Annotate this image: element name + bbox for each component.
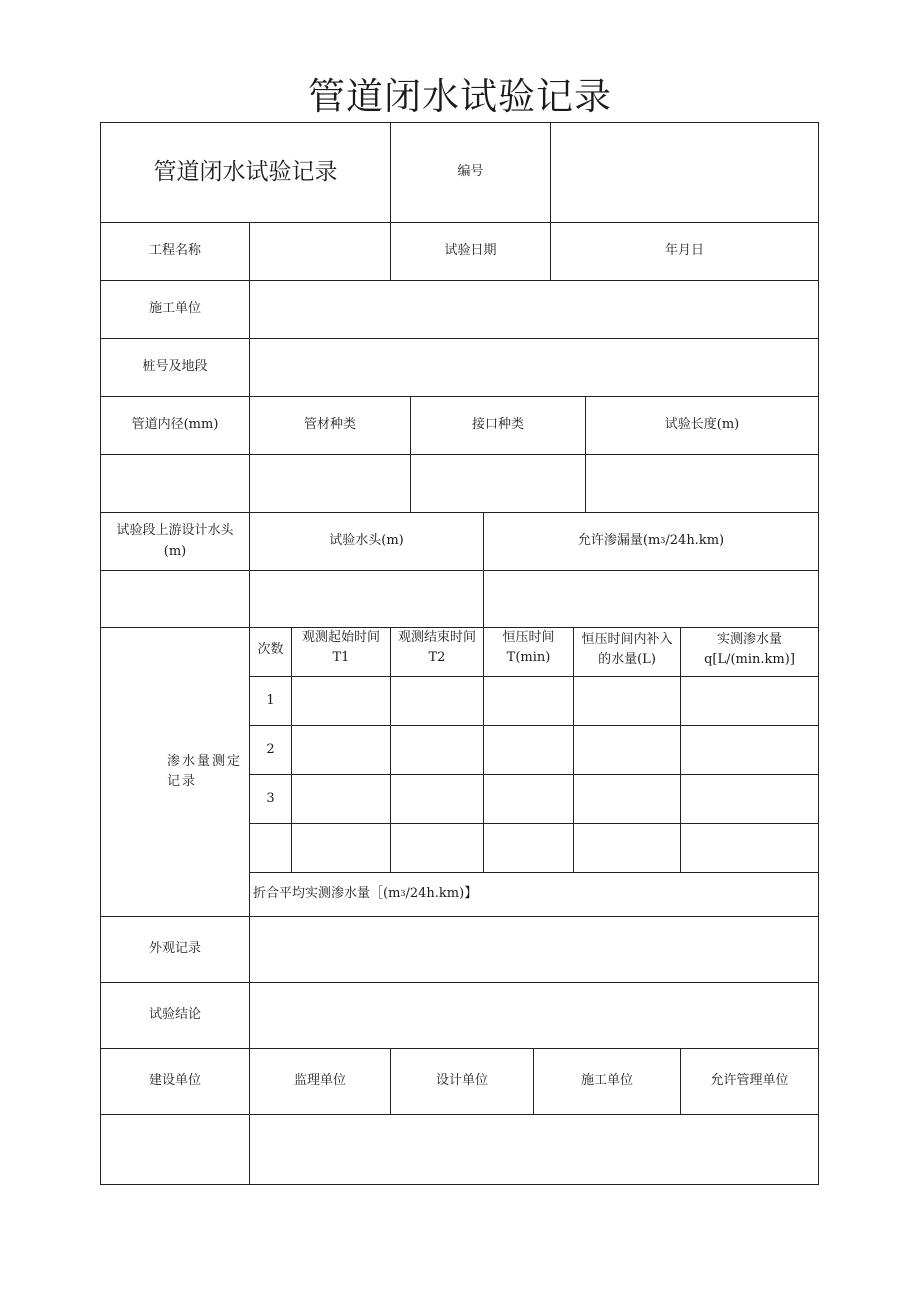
form-title: 管道闭水试验记录 bbox=[100, 122, 391, 223]
count-header: 次数 bbox=[249, 627, 292, 677]
page-title: 管道闭水试验记录 bbox=[308, 75, 612, 118]
station-label: 桩号及地段 bbox=[100, 338, 250, 397]
allowable-leakage-header bbox=[483, 512, 819, 571]
number-field[interactable] bbox=[550, 122, 819, 223]
seepage-row-1-q[interactable] bbox=[680, 676, 819, 726]
seepage-row-2-t1[interactable] bbox=[291, 725, 391, 775]
seepage-row-1-t2[interactable] bbox=[390, 676, 484, 726]
conclusion-label: 试验结论 bbox=[100, 982, 250, 1049]
seepage-row-1-t1[interactable] bbox=[291, 676, 391, 726]
design-unit-label: 设计单位 bbox=[390, 1048, 534, 1115]
seepage-row-4-t2[interactable] bbox=[390, 823, 484, 873]
number-label: 编号 bbox=[390, 122, 551, 223]
seepage-row-3-count: 3 bbox=[249, 774, 292, 824]
seepage-row-3-q[interactable] bbox=[680, 774, 819, 824]
joint-type-header: 接口种类 bbox=[410, 396, 586, 455]
seepage-row-1-count: 1 bbox=[249, 676, 292, 726]
project-name-label: 工程名称 bbox=[100, 222, 250, 281]
seepage-row-3-t[interactable] bbox=[483, 774, 574, 824]
seepage-row-4-t1[interactable] bbox=[291, 823, 391, 873]
seepage-row-3-water[interactable] bbox=[573, 774, 681, 824]
test-date-label: 试验日期 bbox=[390, 222, 551, 281]
seepage-label-text: 渗水量测定记录 bbox=[167, 753, 243, 789]
seepage-row-2-water[interactable] bbox=[573, 725, 681, 775]
contractor-field[interactable] bbox=[249, 280, 819, 339]
seepage-row-4-q[interactable] bbox=[680, 823, 819, 873]
design-head-header: 试验段上游设计水头(m) bbox=[100, 512, 250, 571]
design-head-field[interactable] bbox=[100, 570, 250, 628]
seepage-row-1-water[interactable] bbox=[573, 676, 681, 726]
pipe-material-header: 管材种类 bbox=[249, 396, 411, 455]
test-length-header: 试验长度(m) bbox=[585, 396, 819, 455]
station-field[interactable] bbox=[249, 338, 819, 397]
construction-unit-label: 施工单位 bbox=[533, 1048, 681, 1115]
conclusion-field[interactable] bbox=[249, 982, 819, 1049]
test-length-field[interactable] bbox=[585, 454, 819, 513]
seepage-row-2-t[interactable] bbox=[483, 725, 574, 775]
seepage-row-2-q[interactable] bbox=[680, 725, 819, 775]
appearance-label: 外观记录 bbox=[100, 916, 250, 983]
test-record-form bbox=[100, 122, 819, 1185]
joint-type-field[interactable] bbox=[410, 454, 586, 513]
pipe-diameter-header: 管道内径(mm) bbox=[100, 396, 250, 455]
owner-unit-label: 建设单位 bbox=[100, 1048, 250, 1115]
signature-cell-right[interactable] bbox=[249, 1114, 819, 1185]
seepage-row-4-water[interactable] bbox=[573, 823, 681, 873]
contractor-label: 施工单位 bbox=[100, 280, 250, 339]
seepage-section-label bbox=[100, 627, 250, 917]
seepage-row-3-t1[interactable] bbox=[291, 774, 391, 824]
project-name-field[interactable] bbox=[249, 222, 391, 281]
average-seepage-row[interactable] bbox=[249, 872, 819, 917]
seepage-row-4-t[interactable] bbox=[483, 823, 574, 873]
average-seepage-text: 折合平均实测渗水量［(m bbox=[253, 886, 401, 902]
appearance-field[interactable] bbox=[249, 916, 819, 983]
seepage-row-4-count bbox=[249, 823, 292, 873]
seepage-row-3-t2[interactable] bbox=[390, 774, 484, 824]
start-time-header: 观测起始时间T1 bbox=[291, 627, 391, 677]
signature-cell-left[interactable] bbox=[100, 1114, 250, 1185]
end-time-header: 观测结束时间T2 bbox=[390, 627, 484, 677]
supervision-unit-label: 监理单位 bbox=[249, 1048, 391, 1115]
constant-pressure-time-header: 恒压时间T(min) bbox=[483, 627, 574, 677]
allowable-leakage-sup: 3 bbox=[660, 536, 666, 546]
seepage-row-2-count: 2 bbox=[249, 725, 292, 775]
pipe-material-field[interactable] bbox=[249, 454, 411, 513]
refill-water-header: 恒压时间内补入的水量(L) bbox=[573, 627, 681, 677]
test-head-field[interactable] bbox=[249, 570, 484, 628]
average-seepage-sup: 3 bbox=[400, 889, 406, 899]
allowable-leakage-field[interactable] bbox=[483, 570, 819, 628]
average-seepage-unit: /24h.km)】 bbox=[405, 886, 478, 902]
allowable-leakage-text: 允许渗漏量(m bbox=[577, 533, 661, 549]
allowable-leakage-unit: /24h.km) bbox=[665, 533, 725, 549]
pipe-diameter-field[interactable] bbox=[100, 454, 250, 513]
test-head-header: 试验水头(m) bbox=[249, 512, 484, 571]
measured-seepage-header: 实测渗水量q[L/(min.km)] bbox=[680, 627, 819, 677]
management-unit-label: 允许管理单位 bbox=[680, 1048, 819, 1115]
test-date-field[interactable]: 年月日 bbox=[550, 222, 819, 281]
seepage-row-2-t2[interactable] bbox=[390, 725, 484, 775]
seepage-row-1-t[interactable] bbox=[483, 676, 574, 726]
